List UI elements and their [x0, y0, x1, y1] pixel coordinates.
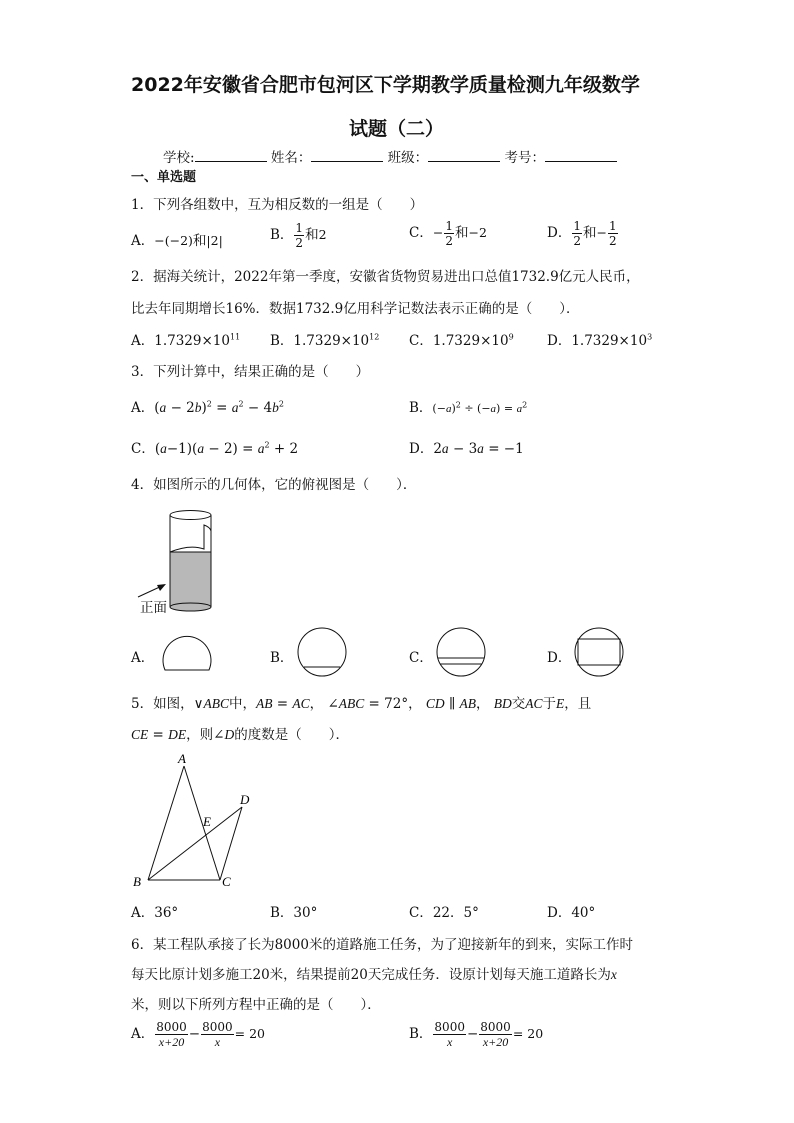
q6-line3: 米，则以下所列方程中正确的是（ ）．: [131, 997, 381, 1013]
q4-option-a-figure: [162, 630, 212, 672]
front-label: 正面: [140, 600, 167, 616]
class-label: 班级：: [387, 150, 429, 166]
id-blank: [545, 149, 617, 162]
q5-option-d: D．40°: [547, 905, 596, 921]
student-info-line: [163, 146, 617, 166]
q6-line2: 每天比原计划多施工20米，结果提前20天完成任务．设原计划每天施工道路长为x: [131, 967, 617, 983]
school-label: 学校:: [163, 150, 195, 166]
q4-option-c-figure: [436, 627, 486, 677]
q4-option-a-label: A．: [131, 650, 155, 666]
q4-option-d-label: D．: [547, 650, 572, 666]
page-title-line2: 试题（二）: [349, 118, 445, 140]
q2-option-a: A．$1.7329\times 10^{11}$: [131, 332, 241, 349]
school-blank: [195, 149, 267, 162]
q4-option-b-figure: [297, 627, 347, 677]
svg-text:C: C: [222, 874, 231, 889]
q5-line2: CE = DE，则∠D的度数是（ ）．: [131, 727, 349, 743]
q1-option-c: C．− $\frac{1}{2}$ 和−2: [409, 219, 487, 248]
q2-option-c: C．$1.7329\times 10^9$: [409, 332, 514, 349]
page-title-line1: 2022年安徽省合肥市包河区下学期教学质量检测九年级数学: [131, 74, 640, 96]
id-label: 考号：: [504, 150, 545, 166]
q3-stem: 3．下列计算中，结果正确的是（ ）: [131, 364, 370, 380]
section-heading: 一、单选题: [131, 170, 197, 185]
q1-option-b: B． $\frac{1}{2}$ 和2: [270, 221, 327, 250]
q6-line1: 6．某工程队承接了长为8000米的道路施工任务，为了迎接新年的到来，实际工作时: [131, 937, 633, 953]
q3-option-d: D．2a − 3a = −1: [409, 441, 524, 457]
q3-option-b: B．$(-a)^2 \div (-a) = a^2$: [409, 400, 528, 416]
q4-option-c-label: C．: [409, 650, 433, 666]
q5-option-b: B．30°: [270, 905, 318, 921]
q4-option-b-label: B．: [270, 650, 294, 666]
q3-option-c: C．$(a-1)(a - 2) = a^2 + 2$: [131, 440, 299, 457]
svg-text:E: E: [203, 814, 211, 829]
svg-text:B: B: [133, 874, 141, 889]
q1-option-a: A．−(−2)和|2|: [131, 233, 223, 249]
class-blank: [428, 149, 500, 162]
svg-text:A: A: [178, 751, 186, 766]
q2-option-b: B．$1.7329\times 10^{12}$: [270, 332, 380, 349]
q2-line2: 比去年同期增长16%．数据1732.9亿用科学记数法表示正确的是（ ）．: [131, 301, 580, 317]
q5-option-c: C．22．5°: [409, 905, 479, 921]
q4-option-d-figure: [574, 627, 624, 677]
q3-option-a: A．$(a - 2b)^2 = a^2 - 4b^2$: [131, 399, 284, 416]
q4-stem: 4．如图所示的几何体，它的俯视图是（ ）．: [131, 477, 417, 493]
svg-text:D: D: [240, 792, 250, 807]
q5-option-a: A．36°: [131, 905, 179, 921]
q1-option-d: D． $\frac{1}{2}$ 和− $\frac{1}{2}$: [547, 219, 617, 248]
q6-option-a: A． $\frac{8000}{x+20}$ − $\frac{8000}{x}$ = 20: [131, 1020, 266, 1049]
q6-option-b: B． $\frac{8000}{x}$ − $\frac{8000}{x+20}$ = 20: [409, 1020, 544, 1049]
q2-option-d: D．$1.7329\times 10^3$: [547, 332, 653, 349]
q5-line1: 5．如图，∨ABC中，AB = AC， ∠ABC = 72°， CD ∥ AB， BD交AC于E，且: [131, 696, 592, 712]
name-blank: [311, 149, 383, 162]
q2-line1: 2．据海关统计，2022年第一季度，安徽省货物贸易进出口总值1732.9亿元人民币，: [131, 269, 640, 285]
q1-stem: 1．下列各组数中，互为相反数的一组是（ ）: [131, 197, 424, 213]
name-label: 姓名：: [270, 150, 312, 166]
q5-triangle-figure: [130, 750, 260, 890]
